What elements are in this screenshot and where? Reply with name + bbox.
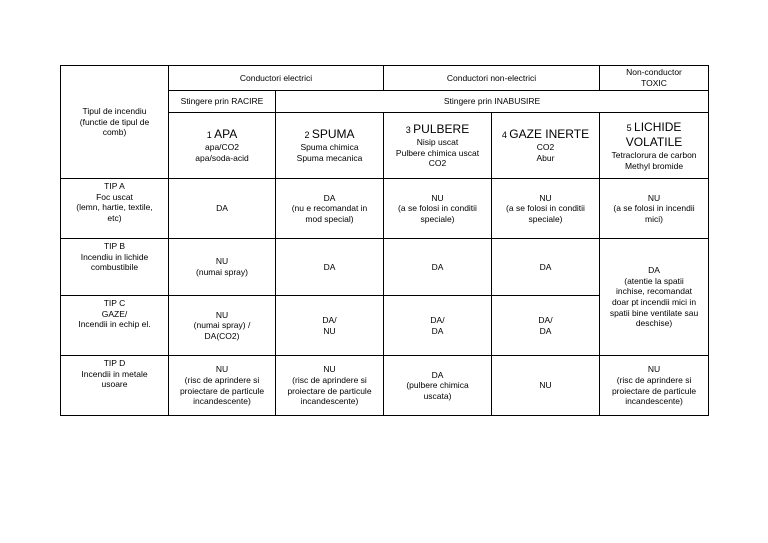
cell-b-pulbere: DA: [384, 239, 492, 296]
agent-header-spuma: 2 SPUMA Spuma chimica Spuma mecanica: [276, 113, 384, 179]
agent-header-pulbere: 3 PULBERE Nisip uscat Pulbere chimica uscat CO2: [384, 113, 492, 179]
group-electric-header: Conductori electrici: [169, 66, 384, 91]
agent-header-gaze-inerte: 4 GAZE INERTE CO2 Abur: [492, 113, 600, 179]
cell-d-lichide-volatile: NU (risc de aprindere si proiectare de particule incandescente): [600, 356, 709, 416]
cell-c-apa: NU (numai spray) / DA(CO2): [169, 296, 276, 356]
cell-c-spuma: DA/ NU: [276, 296, 384, 356]
cell-c-gaze-inerte: DA/ DA: [492, 296, 600, 356]
agent-header-apa: 1 APA apa/CO2 apa/soda-acid: [169, 113, 276, 179]
cell-a-lichide-volatile: NU (a se folosi in incendii mici): [600, 179, 709, 239]
cell-a-spuma: DA (nu e recomandat in mod special): [276, 179, 384, 239]
group-nonconductor-header: Non-conductor TOXIC: [600, 66, 709, 91]
cell-d-gaze-inerte: NU: [492, 356, 600, 416]
cell-c-pulbere: DA/ DA: [384, 296, 492, 356]
cell-d-apa: NU (risc de aprindere si proiectare de particule incandescente): [169, 356, 276, 416]
method-racire-header: Stingere prin RACIRE: [169, 91, 276, 113]
agent-header-lichide-volatile: 5 LICHIDE VOLATILE Tetraclorura de carbon Methyl bromide: [600, 113, 709, 179]
row-type-b: TIP B Incendiu in lichide combustibile: [61, 239, 169, 296]
group-nonelectric-header: Conductori non-electrici: [384, 66, 600, 91]
row-type-d: TIP D Incendii in metale usoare: [61, 356, 169, 416]
cell-d-pulbere: DA (pulbere chimica uscata): [384, 356, 492, 416]
fire-type-header: Tipul de incendiu (functie de tipul de comb): [61, 66, 169, 179]
cell-b-spuma: DA: [276, 239, 384, 296]
cell-b-gaze-inerte: DA: [492, 239, 600, 296]
method-inabusire-header: Stingere prin INABUSIRE: [276, 91, 709, 113]
fire-extinguishing-table: [60, 65, 709, 416]
cell-a-gaze-inerte: NU (a se folosi in conditii speciale): [492, 179, 600, 239]
cell-a-apa: DA: [169, 179, 276, 239]
row-type-c: TIP C GAZE/ Incendii in echip el.: [61, 296, 169, 356]
cell-b-apa: NU (numai spray): [169, 239, 276, 296]
cell-d-spuma: NU (risc de aprindere si proiectare de particule incandescente): [276, 356, 384, 416]
row-type-a: TIP A Foc uscat (lemn, hartie, textile, etc): [61, 179, 169, 239]
cell-a-pulbere: NU (a se folosi in conditii speciale): [384, 179, 492, 239]
cell-bc-lichide-volatile: DA (atentie la spatii inchise, recomandat doar pt incendii mici in spatii bine ventilate sau deschise): [600, 239, 709, 356]
